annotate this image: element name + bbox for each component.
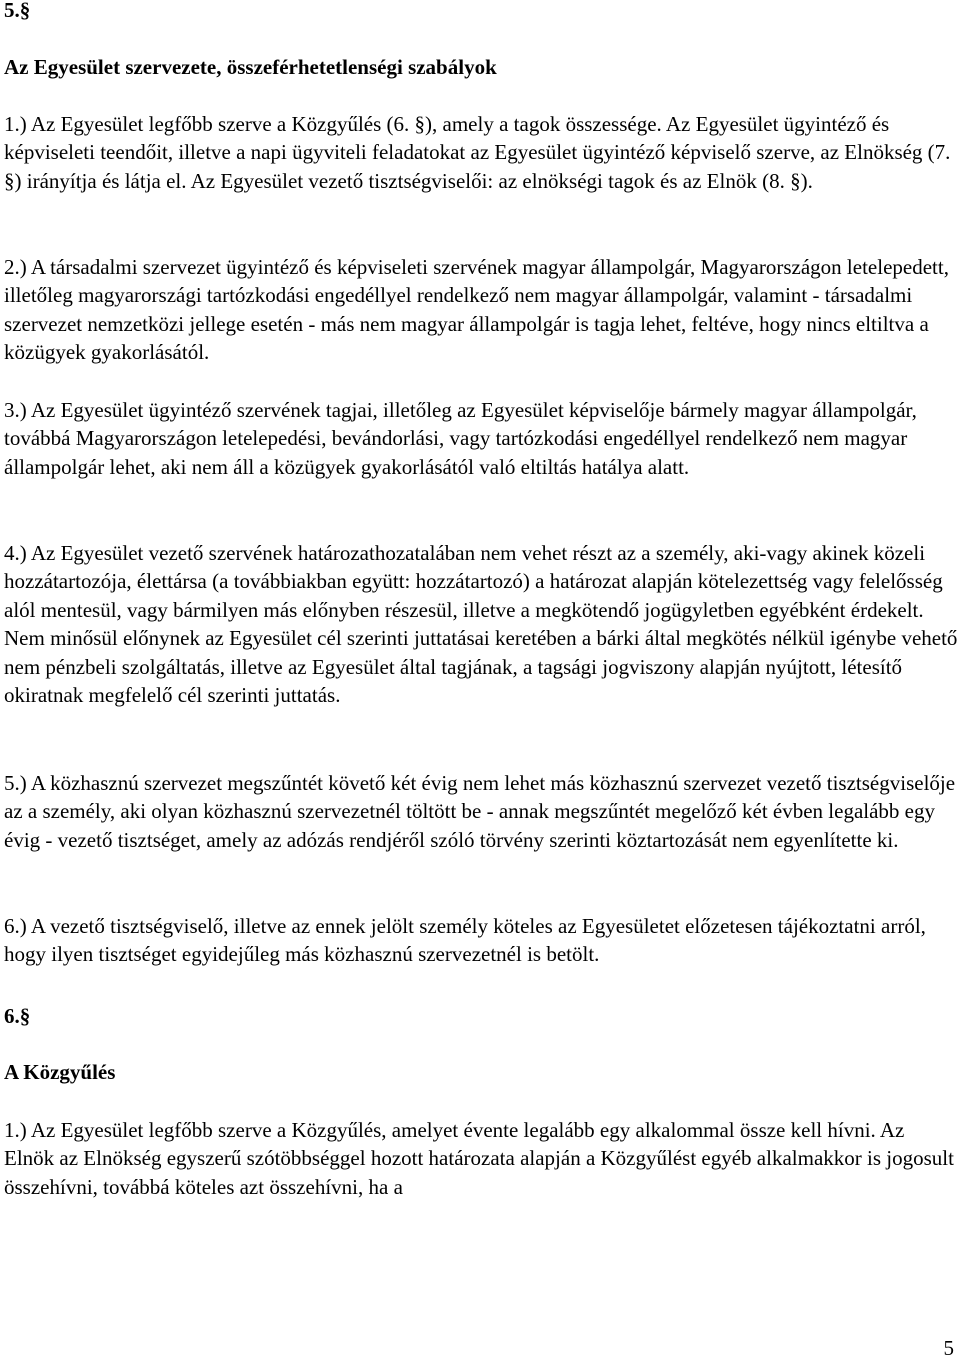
paragraph: 1.) Az Egyesület legfőbb szerve a Közgyűlés, amelyet évente legalább egy alkalommal össze kell hívni. Az Elnök az Elnökség egyszerű szótöbbséggel hozott határozata alapján a Közgyűlést egyéb alkalmakkor is jogosult összehívni, továbbá köteles azt összehívni, ha a <box>4 1118 954 1199</box>
paragraph: 5.) A közhasznú szervezet megszűntét követő két évig nem lehet más közhasznú szervezet vezető tisztségviselője az a személy, aki olyan közhasznú szervezetnél töltött be - annak megszűntét megelőző két évben legalább egy évig - vezető tisztséget, amely az adózás rendjéről szóló törvény szerinti köztartozását nem egyenlítette ki. <box>4 771 956 852</box>
section-title: Az Egyesület szervezete, összeférhetetlenségi szabályok <box>4 55 497 79</box>
paragraph: 1.) Az Egyesület legfőbb szerve a Közgyűlés (6. §), amely a tagok összessége. Az Egyesület ügyintéző és képviseleti teendőit, illetve a napi ügyviteli feladatokat az Egyesület ügyintéző képviselő szerve, az Elnökség (7. §) irányítja és látja el. Az Egyesület vezető tisztségviselői: az elnökségi tagok és az Elnök (8. §). <box>4 112 951 193</box>
section-number: 6.§ <box>4 1004 31 1028</box>
section-title: A Közgyűlés <box>4 1060 116 1084</box>
section-number: 5.§ <box>4 0 31 22</box>
paragraph: 4.) Az Egyesület vezető szervének határozathozatalában nem vehet részt az a személy, aki-vagy akinek közeli hozzátartozója, élettársa (a továbbiakban együtt: hozzátartozó) a határozat alapján kötelezettség vagy felelősség alól mentesül, vagy bármilyen más előnyben részesül, illetve a megkötendő jogügyletben egyébként érdekelt. Nem minősül előnynek az Egyesület cél szerinti juttatásai keretében a bárki által megkötés nélkül igénybe vehető nem pénzbeli szolgáltatás, illetve az Egyesület által tagjának, a tagsági jogviszony alapján nyújtott, létesítő okiratnak megfelelő cél szerinti juttatás. <box>4 541 958 708</box>
page-number: 5 <box>943 1335 954 1360</box>
paragraph: 6.) A vezető tisztségviselő, illetve az ennek jelölt személy köteles az Egyesületet előzetesen tájékoztatni arról, hogy ilyen tisztséget egyidejűleg más közhasznú szervezetnél is betölt. <box>4 914 926 967</box>
paragraph: 3.) Az Egyesület ügyintéző szervének tagjai, illetőleg az Egyesület képviselője bármely magyar állampolgár, továbbá Magyarországon letelepedési, bevándorlási, vagy tartózkodási engedéllyel rendelkező nem magyar állampolgár lehet, aki nem áll a közügyek gyakorlásától való eltiltás hatálya alatt. <box>4 398 917 479</box>
paragraph: 2.) A társadalmi szervezet ügyintéző és képviseleti szervének magyar állampolgár, Magyarországon letelepedett, illetőleg magyarországi tartózkodási engedéllyel rendelkező nem magyar állampolgár, valamint - társadalmi szervezet nemzetközi jellege esetén - más nem magyar állampolgár is tagja lehet, feltéve, hogy nincs eltiltva a közügyek gyakorlásától. <box>4 255 949 365</box>
